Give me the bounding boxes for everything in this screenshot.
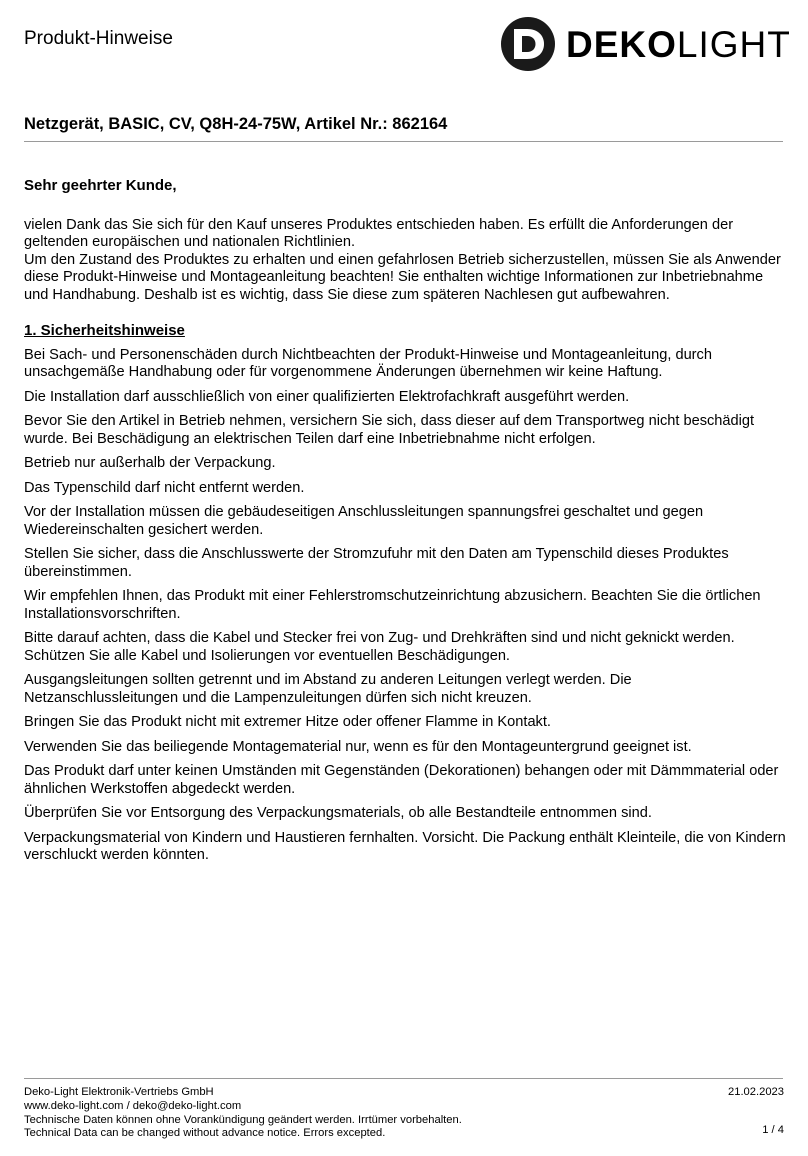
footer-disclaimer-de: Technische Daten können ohne Vorankündigung geändert werden. Irrtümer vorbehalten. xyxy=(24,1113,462,1126)
safety-instruction: Bevor Sie den Artikel in Betrieb nehmen, versichern Sie sich, dass dieser auf dem Transportweg nicht beschädigt wurde. Bei Beschädigung an elektrischen Teilen darf eine Inbetriebnahme nicht erfolgen. xyxy=(24,413,755,447)
footer-disclaimer-en: Technical Data can be changed without advance notice. Errors excepted. xyxy=(24,1127,386,1140)
safety-instruction: Das Produkt darf unter keinen Umständen mit Gegenständen (Dekorationen) behangen oder mit Dämmmaterial oder ähnlichen Werkstoffen abgedeckt werden. xyxy=(24,763,779,797)
footer-contact: www.deko-light.com / deko@deko-light.com xyxy=(24,1099,242,1112)
page-footer xyxy=(24,1086,784,1141)
safety-instruction: Bei Sach- und Personenschäden durch Nichtbeachten der Produkt-Hinweise und Montageanleitung, durch unsachgemäße Handhabung oder für vorgenommene Änderungen übernehmen wir keine Haftung. xyxy=(24,346,712,380)
page-number: 1 / 4 xyxy=(762,1124,784,1136)
logo-wordmark-light: LIGHT xyxy=(676,23,791,65)
safety-instruction: Verpackungsmaterial von Kindern und Haustieren fernhalten. Vorsicht. Die Packung enthält Kleinteile, die von Kindern verschluckt werden könnten. xyxy=(24,829,786,863)
header-divider xyxy=(24,141,783,142)
safety-instruction: Ausgangsleitungen sollten getrennt und im Abstand zu anderen Leitungen verlegt werden. Die Netzanschlussleitungen und die Lampenzuleitungen dürfen sich nicht kreuzen. xyxy=(24,672,632,706)
safety-instruction: Überprüfen Sie vor Entsorgung des Verpackungsmaterials, ob alle Bestandteile entnommen sind. xyxy=(24,805,652,821)
intro-paragraph: vielen Dank das Sie sich für den Kauf unseres Produktes entschieden haben. Es erfüllt die Anforderungen der geltenden europäischen und nationalen Richtlinien. xyxy=(24,216,734,250)
logo-wordmark xyxy=(566,23,791,65)
intro-text xyxy=(24,217,789,305)
safety-instruction: Verwenden Sie das beiliegende Montagematerial nur, wenn es für den Montageuntergrund geeignet ist. xyxy=(24,738,692,755)
footer-divider xyxy=(24,1078,783,1079)
section-heading-safety: 1. Sicherheitshinweise xyxy=(24,322,185,339)
safety-instruction: Das Typenschild darf nicht entfernt werden. xyxy=(24,479,305,496)
product-title: Netzgerät, BASIC, CV, Q8H-24-75W, Artikel Nr.: 862164 xyxy=(24,115,448,133)
safety-instruction: Stellen Sie sicher, dass die Anschlusswerte der Stromzufuhr mit den Daten am Typenschild dieses Produktes übereinstimmen. xyxy=(24,546,729,580)
safety-instruction: Bitte darauf achten, dass die Kabel und Stecker frei von Zug- und Drehkräften sind und nicht geknickt werden. Schützen Sie alle Kabel und Isolierungen vor eventuellen Beschädigungen. xyxy=(24,630,735,664)
dekolight-logo xyxy=(500,16,791,72)
footer-company: Deko-Light Elektronik-Vertriebs GmbH xyxy=(24,1086,214,1098)
safety-instruction: Betrieb nur außerhalb der Verpackung. xyxy=(24,455,276,471)
safety-instruction: Die Installation darf ausschließlich von einer qualifizierten Elektrofachkraft ausgeführt werden. xyxy=(24,388,630,405)
footer-date: 21.02.2023 xyxy=(728,1086,784,1098)
safety-instruction: Wir empfehlen Ihnen, das Produkt mit einer Fehlerstromschutzeinrichtung abzusichern. Beachten Sie die örtlichen Installationsvorschriften. xyxy=(24,588,761,622)
safety-instruction: Vor der Installation müssen die gebäudeseitigen Anschlussleitungen spannungsfrei geschaltet und gegen Wiedereinschalten gesichert werden. xyxy=(24,504,704,538)
document-body xyxy=(24,177,789,872)
document-type-label: Produkt-Hinweise xyxy=(24,28,173,49)
safety-instructions-list xyxy=(24,347,789,865)
intro-paragraph: Um den Zustand des Produktes zu erhalten und einen gefahrlosen Betrieb sicherzustellen, müssen Sie als Anwender diese Produkt-Hinweise und Montageanleitung beachten! Sie enthalten wichtige Informationen zur Inbetriebnahme und Handhabung. Deshalb ist es wichtig, dass Sie diese zum späteren Nachlesen gut aufbewahren. xyxy=(24,251,781,303)
salutation: Sehr geehrter Kunde, xyxy=(24,177,177,194)
safety-instruction: Bringen Sie das Produkt nicht mit extremer Hitze oder offener Flamme in Kontakt. xyxy=(24,714,551,730)
logo-wordmark-bold: DEKO xyxy=(566,23,677,65)
dekolight-logo-icon xyxy=(500,16,556,72)
